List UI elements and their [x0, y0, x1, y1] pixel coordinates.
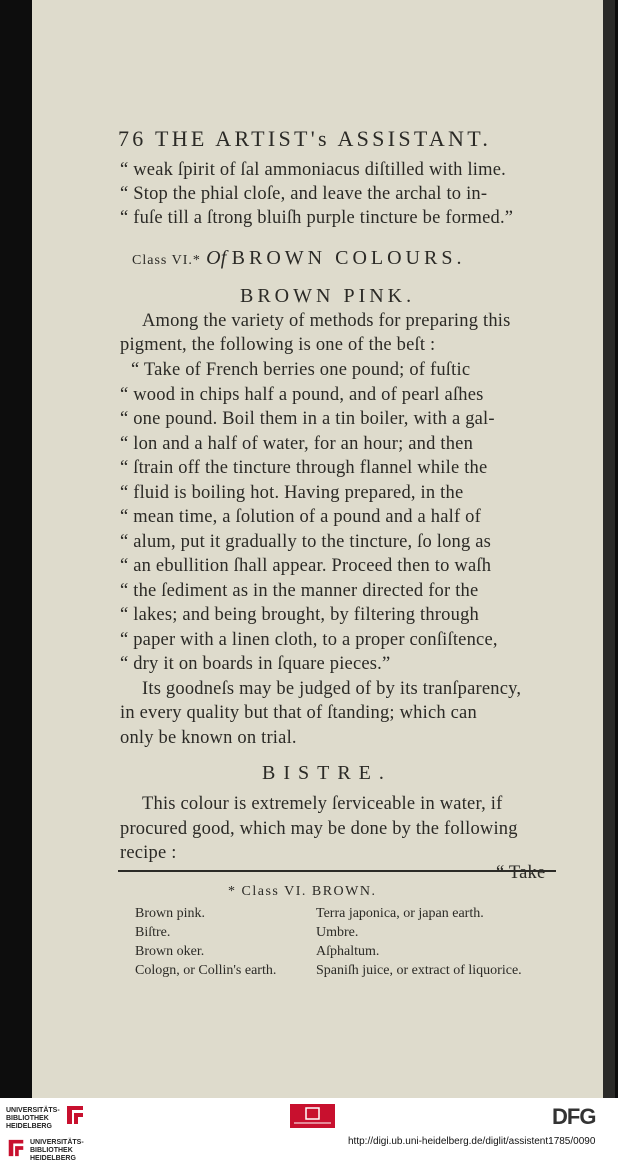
- footnote-right-item: Terra japonica, or japan earth.: [316, 906, 484, 921]
- text-line: in every quality but that of ſtanding; which can: [120, 703, 477, 723]
- text-line: “ Stop the phial cloſe, and leave the archal to in-: [120, 184, 488, 204]
- text-line: Its goodneſs may be judged of by its tranſparency,: [142, 679, 522, 699]
- library-name-top: UNIVERSITÄTS- BIBLIOTHEK HEIDELBERG: [6, 1107, 60, 1130]
- text-line: “ dry it on boards in ſquare pieces.”: [120, 654, 391, 674]
- footnote-left-item: Brown oker.: [135, 944, 205, 959]
- text-line: “ wood in chips half a pound, and of pearl aſhes: [120, 385, 484, 405]
- text-line: “ an ebullition ſhall appear. Proceed then to waſh: [120, 556, 492, 576]
- class-heading: [132, 247, 465, 270]
- text-line: “ lakes; and being brought, by filtering through: [120, 605, 479, 625]
- section-title-brown-pink: BROWN PINK.: [240, 285, 416, 307]
- footnote-left-item: Biſtre.: [135, 925, 171, 940]
- footnote-left-item: Brown pink.: [135, 906, 205, 921]
- text-line: “ fluid is boiling hot. Having prepared, in the: [120, 483, 464, 503]
- text-line: “ Take of French berries one pound; of fuſtic: [131, 360, 471, 380]
- library-name-bottom: UNIVERSITÄTS- BIBLIOTHEK HEIDELBERG: [30, 1139, 84, 1162]
- dfg-logo: DFG: [552, 1104, 596, 1129]
- footnote-right-item: Umbre.: [316, 925, 359, 940]
- text-line: “ the ſediment as in the manner directed for the: [120, 581, 479, 601]
- text-line: “ lon and a half of water, for an hour; and then: [120, 434, 474, 454]
- text-line: “ mean time, a ſolution of a pound and a half of: [120, 507, 481, 527]
- footnote-right-item: Aſphaltum.: [316, 944, 380, 959]
- text-line: pigment, the following is one of the beſt :: [120, 335, 436, 355]
- footnote-right-item: Spaniſh juice, or extract of liquorice.: [316, 963, 522, 978]
- section-title-bistre: BISTRE.: [262, 762, 392, 784]
- text-line: Among the variety of methods for preparing this: [142, 311, 511, 331]
- text-line: recipe :: [120, 843, 177, 863]
- class-title: BROWN COLOURS.: [231, 247, 466, 269]
- text-line: “ ſtrain off the tincture through flannel while the: [120, 458, 488, 478]
- class-of: Of: [206, 247, 227, 269]
- library-logo-small-icon: [6, 1138, 26, 1158]
- text-line: “ weak ſpirit of ſal ammoniacus diſtilled with lime.: [120, 160, 506, 180]
- footnote-title: * Class VI. BROWN.: [228, 884, 377, 899]
- text-line: “ fuſe till a ſtrong bluiſh purple tincture be formed.”: [120, 208, 514, 228]
- footnote-left-item: Cologn, or Collin's earth.: [135, 963, 277, 978]
- footnote-rule: [118, 870, 556, 872]
- class-label: Class VI.*: [132, 253, 201, 268]
- text-line: “ alum, put it gradually to the tincture, ſo long as: [120, 532, 492, 552]
- library-logo-icon: [64, 1104, 86, 1126]
- text-line: procured good, which may be done by the following: [120, 819, 518, 839]
- source-url-link[interactable]: http://digi.ub.uni-heidelberg.de/diglit/assistent1785/0090: [348, 1136, 596, 1147]
- book-spine: [603, 0, 615, 1098]
- text-line: “ paper with a linen cloth, to a proper conſiſtence,: [120, 630, 498, 650]
- university-seal-icon: [290, 1104, 335, 1128]
- catchword: “ Take: [496, 863, 546, 883]
- text-line: only be known on trial.: [120, 728, 297, 748]
- text-line: “ one pound. Boil them in a tin boiler, with a gal-: [120, 409, 495, 429]
- text-line: This colour is extremely ſerviceable in water, if: [142, 794, 503, 814]
- running-header: 76 THE ARTIST's ASSISTANT.: [118, 126, 492, 151]
